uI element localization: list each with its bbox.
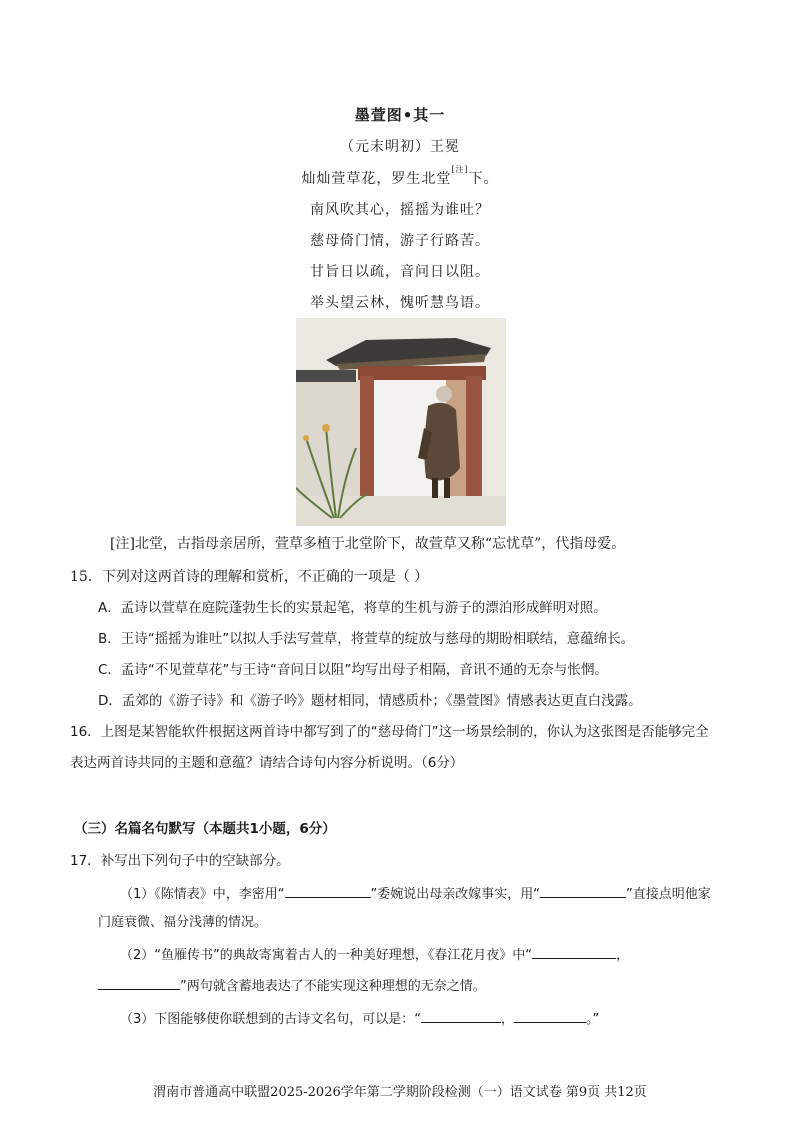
poem-line: 灿灿萱草花，罗生北堂[注]下。 [301, 165, 499, 187]
section-heading: （三）名篇名句默写（本题共1小题，6分） [74, 821, 336, 837]
question-17-item-1: （1）《陈情表》中，李密用“ ”委婉说出母亲改嫁事实，用“ ”直接点明他家 [120, 884, 711, 904]
answer-blank[interactable] [514, 1009, 586, 1023]
question-17-stem: 17．补写出下列句子中的空缺部分。 [70, 853, 290, 869]
poem-line: 甘旨日以疏，音问日以阻。 [310, 264, 490, 280]
answer-blank[interactable] [421, 1009, 501, 1023]
poem-line: 南风吹其心，摇摇为谁吐？ [310, 202, 490, 218]
page-footer: 渭南市普通高中联盟2025-2026学年第二学期阶段检测（一）语文试卷 第9页 共12页 [153, 1085, 647, 1100]
poem-line: 慈母倚门情，游子行路苦。 [310, 233, 490, 249]
question-15-stem: 15．下列对这两首诗的理解和赏析，不正确的一项是（ ） [70, 569, 429, 585]
question-17-item-2: （2）“鱼雁传书”的典故寄寓着古人的一种美好理想，《春江花月夜》中“ ， [120, 945, 629, 965]
poem-author: （元末明初）王冕 [340, 139, 460, 155]
mother-at-gate-illustration [296, 318, 506, 526]
question-16-line-1: 16．上图是某智能软件根据这两首诗中都写到了的“慈母倚门”这一场景绘制的，你认为这张图是否能够完全 [70, 724, 709, 740]
question-15-option-b: B．王诗“摇摇为谁吐”以拟人手法写萱草，将萱草的绽放与慈母的期盼相联结，意蕴绵长。 [98, 631, 635, 647]
question-17-item-1-cont: 门庭衰微、福分浅薄的情况。 [98, 915, 268, 930]
question-15-option-c: C．孟诗“不见萱草花”与王诗“音问日以阻”均写出母子相隔，音讯不通的无奈与怅惘。 [98, 662, 608, 678]
answer-blank[interactable] [540, 884, 626, 898]
answer-blank[interactable] [98, 976, 180, 990]
footnote-marker: [注] [451, 165, 469, 175]
annotation: [注]北堂，古指母亲居所，萱草多植于北堂阶下，故萱草又称“忘忧草”，代指母爱。 [110, 536, 626, 552]
poem-line: 举头望云林，愧听慧鸟语。 [310, 295, 490, 311]
question-15-option-a: A．孟诗以萱草在庭院蓬勃生长的实景起笔，将草的生机与游子的漂泊形成鲜明对照。 [98, 600, 607, 616]
question-17-item-2-cont: ”两句就含蓄地表达了不能实现这种理想的无奈之情。 [98, 976, 486, 996]
answer-blank[interactable] [285, 884, 371, 898]
question-16-line-2: 表达两首诗共同的主题和意蕴？请结合诗句内容分析说明。（6分） [70, 755, 464, 771]
question-15-option-d: D．孟郊的《游子诗》和《游子吟》题材相同，情感质朴；《墨萱图》情感表达更直白浅露。 [98, 693, 642, 709]
poem-title: 墨萱图•其一 [354, 106, 446, 124]
answer-blank[interactable] [532, 945, 616, 959]
question-17-item-3: （3）下图能够使你联想到的古诗文名句，可以是：“ ， 。” [120, 1009, 599, 1029]
